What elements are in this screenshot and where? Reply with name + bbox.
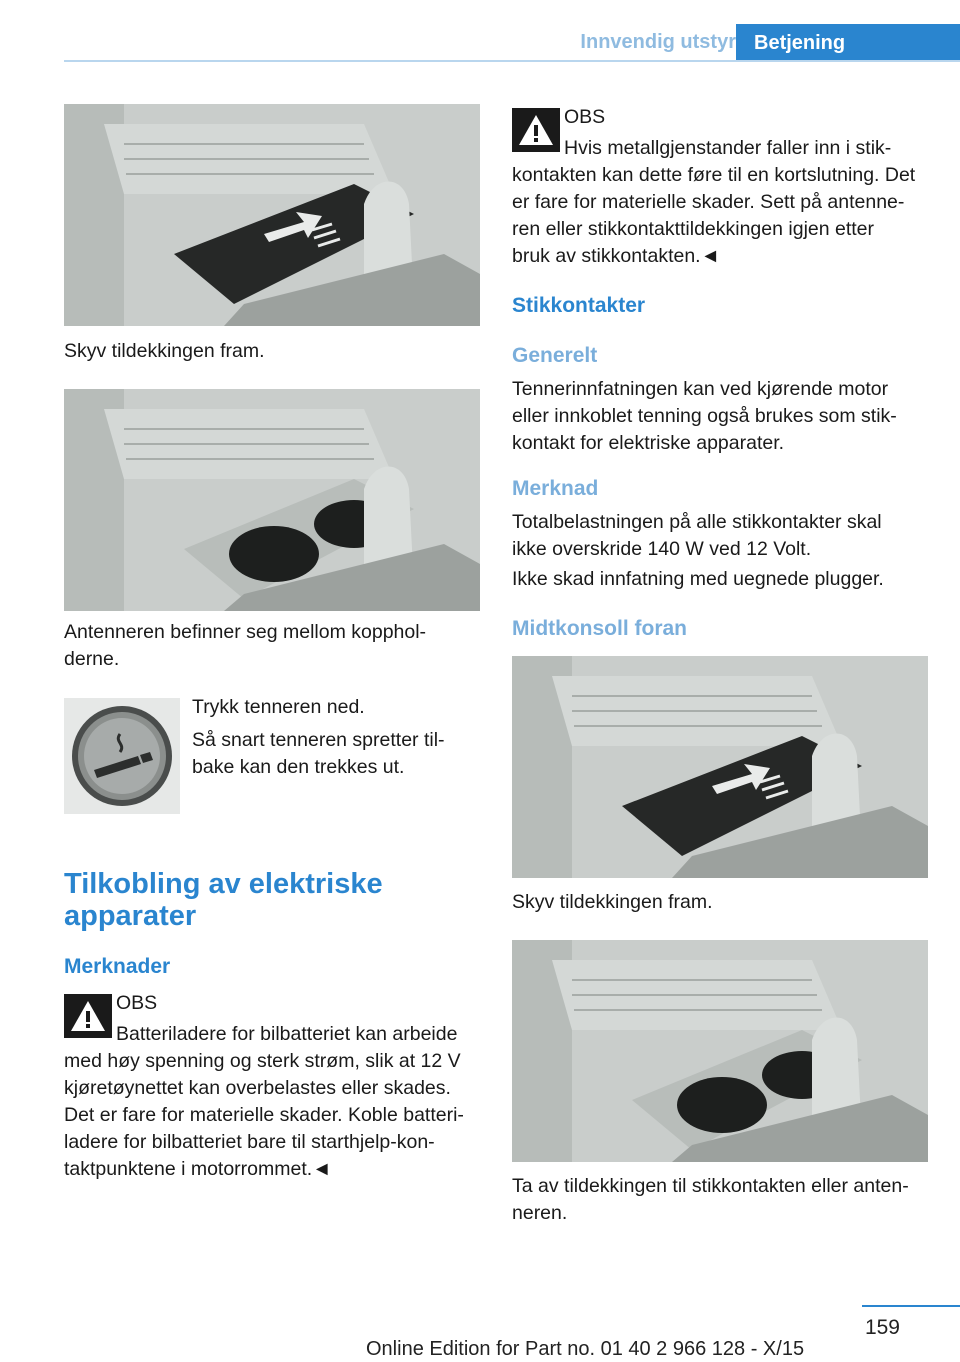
warning-text-line: Hvis metallgjenstander faller inn i stik- <box>564 137 892 159</box>
caption-antenna-line1: Antenneren befinner seg mellom kopphol- <box>64 621 427 643</box>
section-heading-line2: apparater <box>64 900 197 932</box>
console-cover-closed-photo <box>512 656 928 878</box>
warning-triangle-icon <box>512 108 560 152</box>
caption-remove-cover-line2: neren. <box>512 1202 568 1224</box>
header-rule <box>64 60 960 62</box>
footer-edition: Online Edition for Part no. 01 40 2 966 128 - X/15 <box>366 1338 805 1360</box>
warning-text-line: Batteriladere for bilbatteriet kan arbeide <box>116 1023 458 1045</box>
warning-text-line: kontakten kan dette føre til en kortslutning. Det <box>512 164 916 186</box>
warning-text-line: bruk av stikkontakten.◄ <box>512 245 720 267</box>
warning-text-line: med høy spenning og sterk strøm, slik at 12 V <box>64 1050 461 1072</box>
note-text-line: ikke overskride 140 W ved 12 Volt. <box>512 538 812 560</box>
general-text-line: Tennerinnfatningen kan ved kjørende motor <box>512 378 889 400</box>
console-cover-open-photo <box>64 389 480 611</box>
caption-cover-closed: Skyv tildekkingen fram. <box>512 891 713 913</box>
heading-sockets: Stikkontakter <box>512 294 646 317</box>
warning-triangle-icon <box>64 994 112 1038</box>
lighter-step-press: Trykk tenneren ned. <box>192 696 365 718</box>
subheading-center-console: Midtkonsoll foran <box>512 617 687 640</box>
general-text-line: kontakt for elektriske apparater. <box>512 432 785 454</box>
note-text-line: Totalbelastningen på alle stikkontakter skal <box>512 511 882 533</box>
note-plug-warning: Ikke skad innfatning med uegnede plugger. <box>512 568 884 590</box>
caption-remove-cover-line1: Ta av tildekkingen til stikkontakten eller anten- <box>512 1175 909 1197</box>
general-text-line: eller innkoblet tenning også brukes som stik- <box>512 405 897 427</box>
warning-label: OBS <box>564 106 606 128</box>
warning-text-line: kjøretøynettet kan overbelastes eller skades. <box>64 1077 451 1099</box>
lighter-step-release-line1: Så snart tenneren spretter til- <box>192 729 445 751</box>
cigarette-lighter-icon <box>64 698 180 814</box>
caption-cover-closed: Skyv tildekkingen fram. <box>64 340 265 362</box>
page-number: 159 <box>864 1316 900 1339</box>
header-chapter-tab: Betjening <box>736 24 960 62</box>
lighter-step-release-line2: bake kan den trekkes ut. <box>192 756 405 778</box>
subheading-general: Generelt <box>512 344 598 367</box>
header-section-title: Innvendig utstyr <box>580 31 736 53</box>
warning-label: OBS <box>116 992 158 1014</box>
subheading-notes: Merknader <box>64 955 171 978</box>
section-heading-line1: Tilkobling av elektriske <box>64 868 383 900</box>
warning-text-line: taktpunktene i motorrommet.◄ <box>64 1158 332 1180</box>
console-cover-closed-photo <box>64 104 480 326</box>
warning-text-line: ren eller stikkontakttildekkingen igjen etter <box>512 218 875 240</box>
warning-text-line: Det er fare for materielle skader. Koble batteri- <box>64 1104 464 1126</box>
footer-rule <box>862 1305 960 1307</box>
warning-text-line: ladere for bilbatteriet bare til starthjelp-kon- <box>64 1131 435 1153</box>
console-cover-open-photo <box>512 940 928 1162</box>
caption-antenna-line2: derne. <box>64 648 120 670</box>
subheading-note: Merknad <box>512 477 599 500</box>
warning-text-line: er fare for materielle skader. Sett på antenne- <box>512 191 905 213</box>
